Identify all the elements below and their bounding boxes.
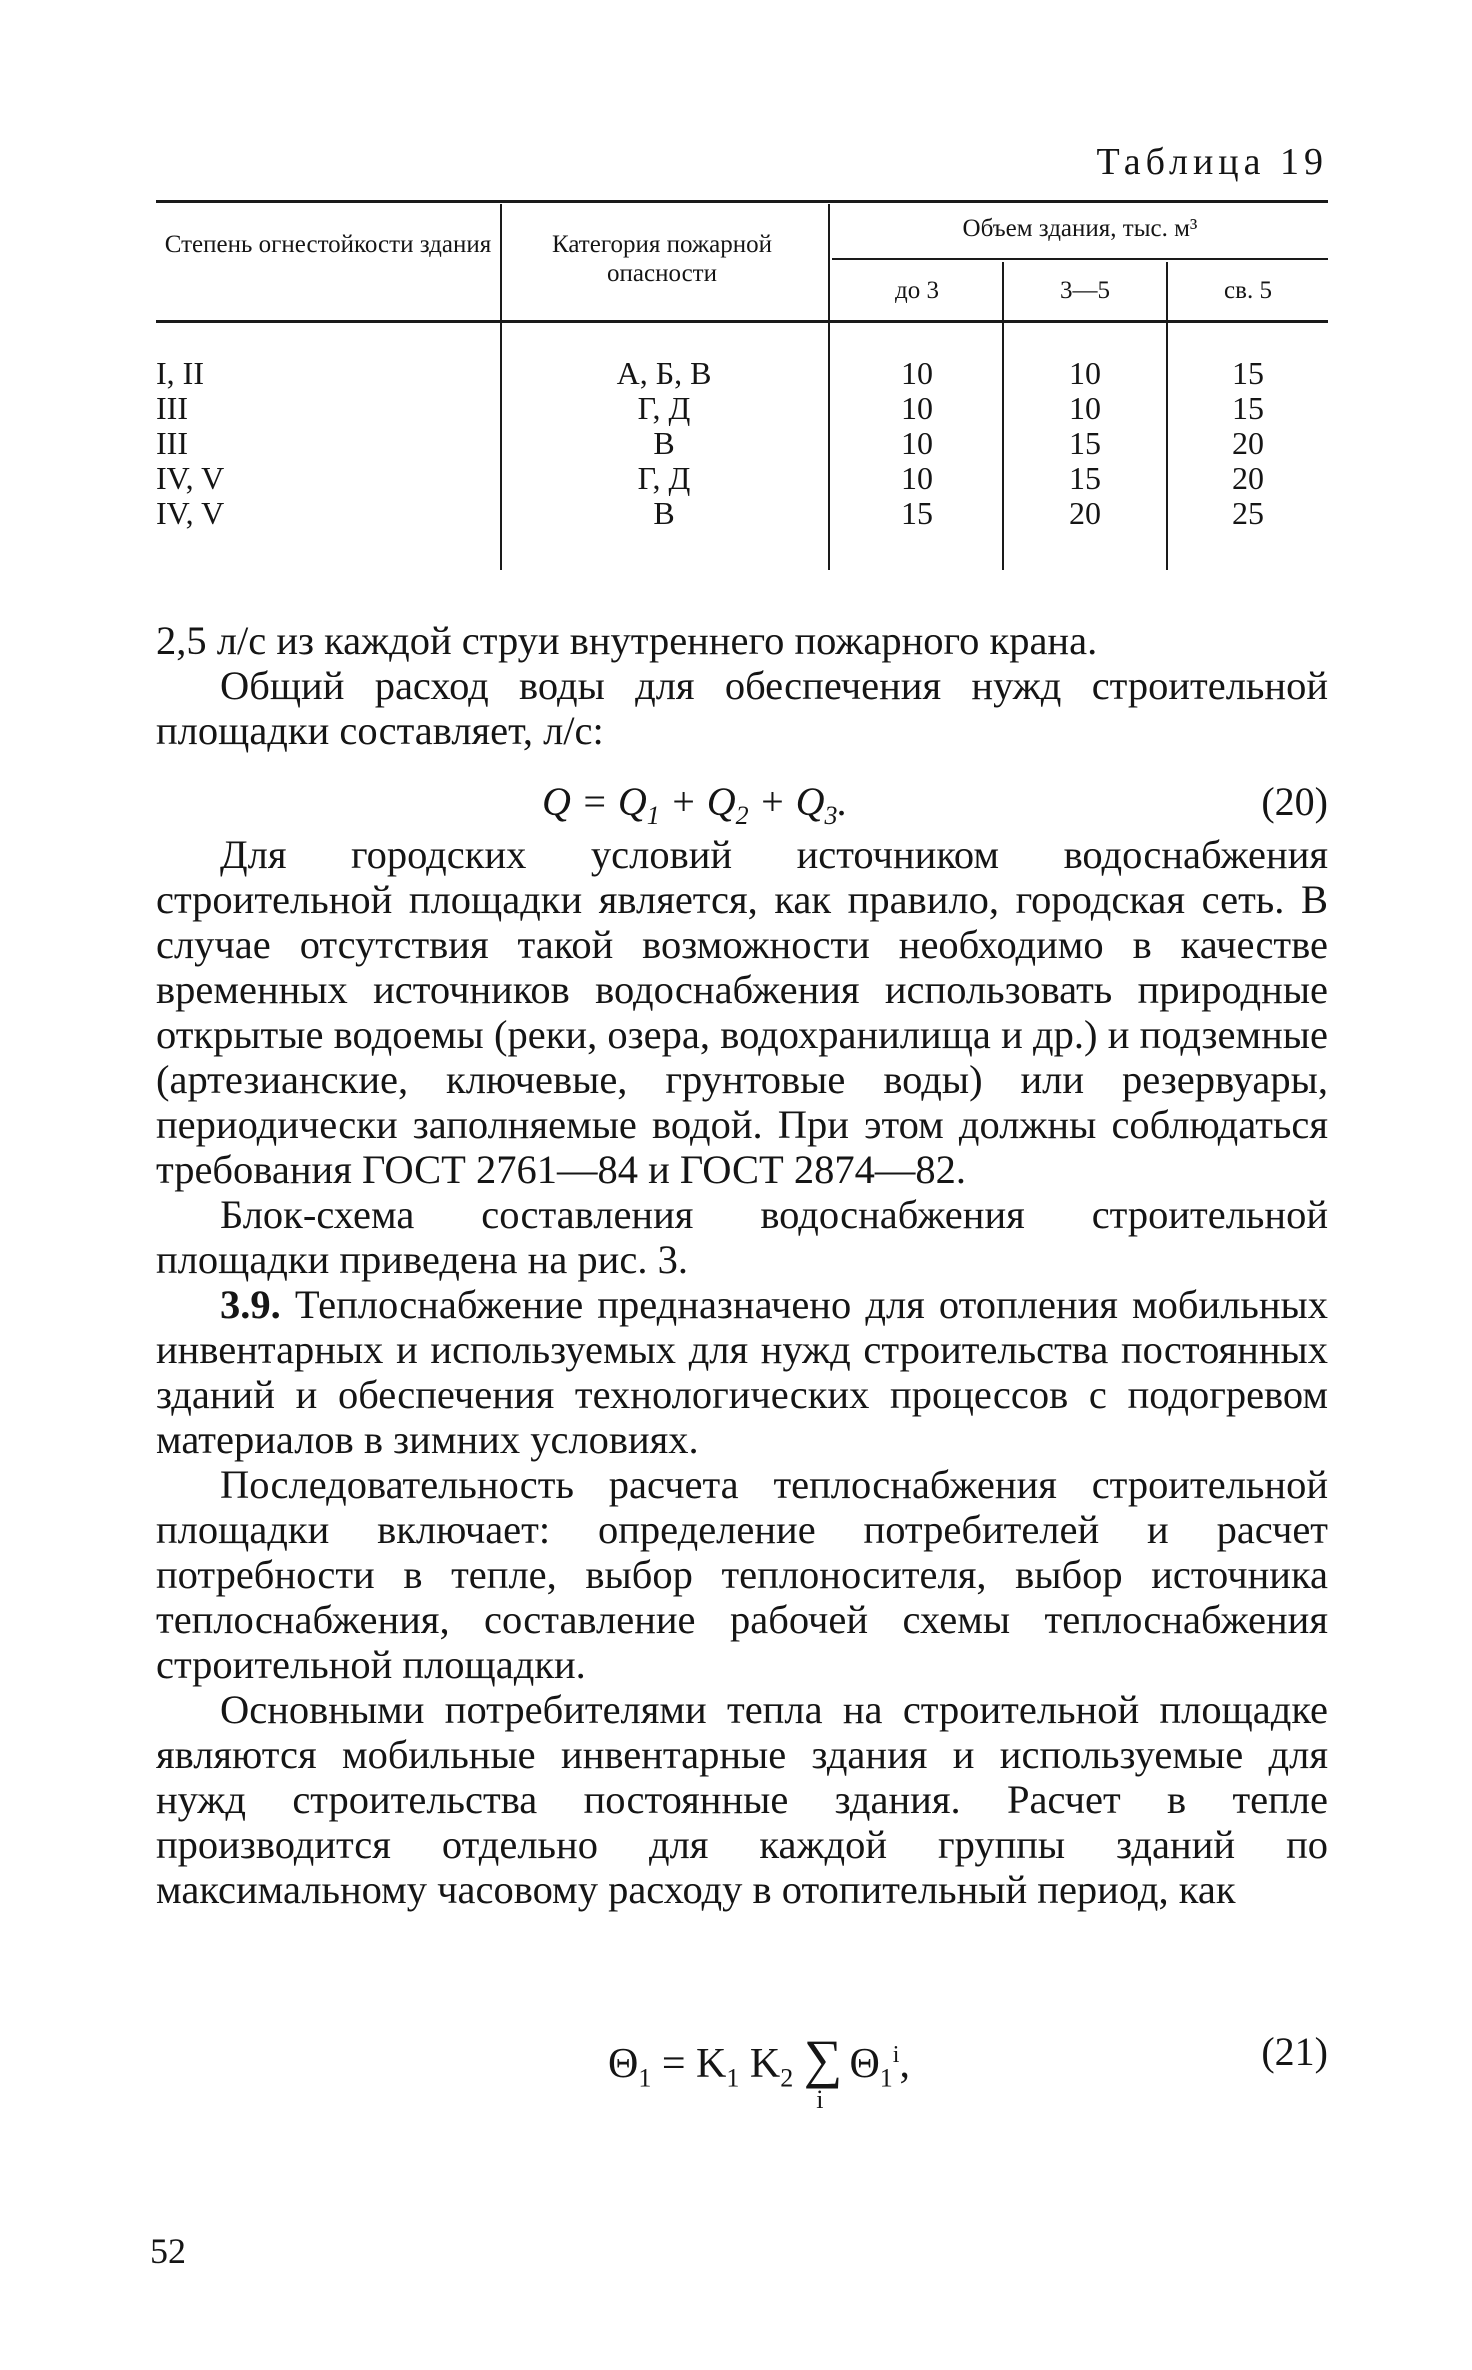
cell-vol-3: 15 — [1232, 390, 1264, 426]
section-number: 3.9. — [220, 1282, 281, 1327]
formula-20-expression: $Q = Q_1 + Q_2 + Q_3$. — [542, 779, 848, 830]
column-vol-2 — [1004, 356, 1166, 531]
header-vol-col-1: до 3 — [895, 277, 939, 304]
cell-vol-1: 10 — [901, 425, 933, 461]
fire-water-table — [156, 200, 1328, 572]
cell-vol-1: 10 — [901, 460, 933, 496]
header-vol-col-2: 3—5 — [1060, 277, 1110, 304]
cell-category: Г, Д — [637, 460, 691, 496]
header-fire-resistance: Степень огнестойкости здания — [164, 231, 492, 258]
cell-vol-1: 15 — [901, 495, 933, 531]
paragraph: Блок-схема составления водоснабжения строительной площадки приведена на рис. 3. — [156, 1192, 1328, 1282]
paragraph: Общий расход воды для обеспечения нужд строительной площадки составляет, л/с: — [156, 663, 1328, 753]
paragraph: Последовательность расчета теплоснабжения строительной площадки включает: определение потребителей и расчет потребности в тепле, выбор теплоносителя, выбор источника теплоснабжения, составление рабочей схемы теплоснабжения строительной площадки. — [156, 1462, 1328, 1687]
formula-20 — [156, 778, 1328, 828]
cell-category: В — [653, 495, 675, 531]
text-block-top — [156, 618, 1328, 753]
cell-degree: III — [156, 390, 188, 426]
text-block-main — [156, 832, 1328, 1912]
cell-vol-3: 15 — [1232, 355, 1264, 391]
cell-vol-1: 10 — [901, 355, 933, 391]
paragraph: Для городских условий источником водоснабжения строительной площадки является, как правило, городская сеть. В случае отсутствия такой возможности необходимо в качестве временных источников водоснабжения использовать природные открытые водоемы (реки, озера, водохранилища и др.) и подземные (артезианские, ключевые, грунтовые воды) или резервуары, периодически заполняемые водой. При этом должны соблюдаться требования ГОСТ 2761—84 и ГОСТ 2874—82. — [156, 832, 1328, 1192]
table-col-divider — [500, 204, 502, 570]
cell-degree: IV, V — [156, 495, 225, 531]
cell-vol-3: 25 — [1232, 495, 1264, 531]
cell-degree: IV, V — [156, 460, 225, 496]
cell-degree: III — [156, 425, 188, 461]
table-col-divider — [828, 204, 830, 570]
cell-degree: I, II — [156, 355, 204, 391]
column-vol-3 — [1168, 356, 1328, 531]
table-header-rule — [156, 320, 1328, 323]
formula-21 — [156, 2028, 1328, 2115]
cell-vol-3: 20 — [1232, 460, 1264, 496]
column-degree — [156, 356, 486, 531]
cell-vol-3: 20 — [1232, 425, 1264, 461]
header-fire-category: Категория пожарной опасности — [552, 231, 772, 287]
header-volume: Объем здания, тыс. м³ — [962, 215, 1198, 242]
cell-vol-2: 15 — [1069, 425, 1101, 461]
paragraph: 2,5 л/с из каждой струи внутреннего пожарного крана. — [156, 618, 1098, 663]
table-caption: Таблица 19 — [1096, 141, 1328, 183]
cell-vol-1: 10 — [901, 390, 933, 426]
cell-category: А, Б, В — [616, 355, 712, 391]
cell-vol-2: 10 — [1069, 390, 1101, 426]
paragraph: Основными потребителями тепла на строительной площадке являются мобильные инвентарные здания и используемые для нужд строительства постоянные здания. Расчет в тепле производится отдельно для каждой группы зданий по максимальному часовому расходу в отопительный период, как — [156, 1687, 1328, 1912]
table-top-rule — [156, 200, 1328, 203]
formula-20-number: (20) — [1261, 779, 1328, 824]
cell-vol-2: 15 — [1069, 460, 1101, 496]
cell-category: Г, Д — [637, 390, 691, 426]
volume-subheader-rule — [832, 258, 1328, 260]
cell-vol-2: 10 — [1069, 355, 1101, 391]
formula-21-expression: $\Theta_1 = K_1$ $K_2$ $\sum_i\Theta_1^i$, — [608, 2029, 910, 2115]
formula-21-number: (21) — [1261, 2029, 1328, 2074]
column-vol-1 — [832, 356, 1002, 531]
column-category — [506, 356, 822, 531]
header-vol-col-3: св. 5 — [1224, 277, 1272, 304]
section-text: Теплоснабжение предназначено для отопления мобильных инвентарных и используемых для нужд строительства постоянных зданий и обеспечения технологических процессов с подогревом материалов в зимних условиях. — [156, 1282, 1329, 1462]
page-number: 52 — [150, 2231, 186, 2271]
section-paragraph — [156, 1282, 1328, 1462]
cell-category: В — [653, 425, 675, 461]
cell-vol-2: 20 — [1069, 495, 1101, 531]
